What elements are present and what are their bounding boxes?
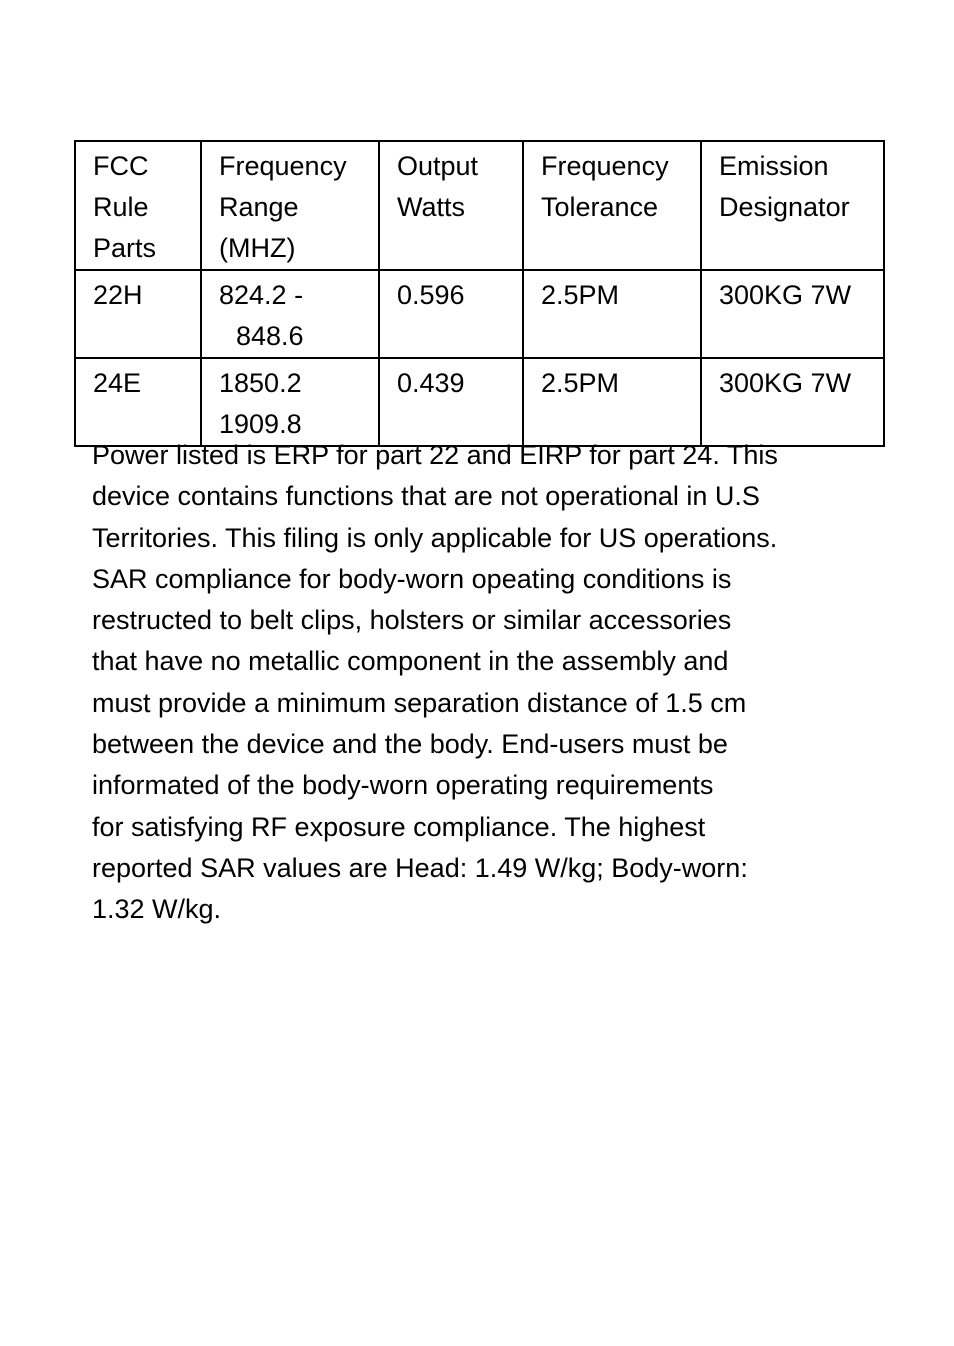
header-output-watts: Output Watts <box>379 141 523 270</box>
header-frequency-range: Frequency Range (MHZ) <box>201 141 379 270</box>
header-emission-designator: Emission Designator <box>701 141 884 270</box>
cell-emission-designator: 300KG 7W <box>701 270 884 358</box>
note-line: SAR compliance for body-worn opeating conditions is <box>92 563 732 594</box>
note-line: between the device and the body. End-users must be <box>92 729 728 760</box>
header-frequency-tolerance: Frequency Tolerance <box>523 141 701 270</box>
note-line: restructed to belt clips, holsters or similar accessories <box>92 605 732 636</box>
table-header-row <box>75 141 884 270</box>
cell-frequency-tolerance: 2.5PM <box>523 358 701 446</box>
cell-output-watts: 0.439 <box>379 358 523 446</box>
note-line: Power listed is ERP for part 22 and EIRP for part 24. This <box>92 440 778 470</box>
cell-frequency-tolerance: 2.5PM <box>523 270 701 358</box>
note-line: must provide a minimum separation distance of 1.5 cm <box>92 687 747 718</box>
cell-rule-part: 24E <box>75 358 201 446</box>
note-line: reported SAR values are Head: 1.49 W/kg; Body-worn: <box>92 852 748 883</box>
cell-rule-part: 22H <box>75 270 201 358</box>
table-row <box>75 270 884 358</box>
cell-emission-designator: 300KG 7W <box>701 358 884 446</box>
compliance-note <box>92 435 892 931</box>
cell-output-watts: 0.596 <box>379 270 523 358</box>
note-line: device contains functions that are not operational in U.S <box>92 481 760 512</box>
note-line: informated of the body-worn operating requirements <box>92 770 714 801</box>
table-row <box>75 358 884 446</box>
note-line: 1.32 W/kg. <box>92 894 222 925</box>
cell-frequency-range: 1850.2 1909.8 <box>201 358 379 446</box>
note-line: for satisfying RF exposure compliance. The highest <box>92 811 706 842</box>
note-line: Territories. This filing is only applicable for US operations. <box>92 522 778 553</box>
fcc-grant-table <box>74 140 885 447</box>
header-fcc-rule-parts: FCC Rule Parts <box>75 141 201 270</box>
note-line: that have no metallic component in the assembly and <box>92 646 729 677</box>
cell-frequency-range: 824.2 - 848.6 <box>201 270 379 358</box>
